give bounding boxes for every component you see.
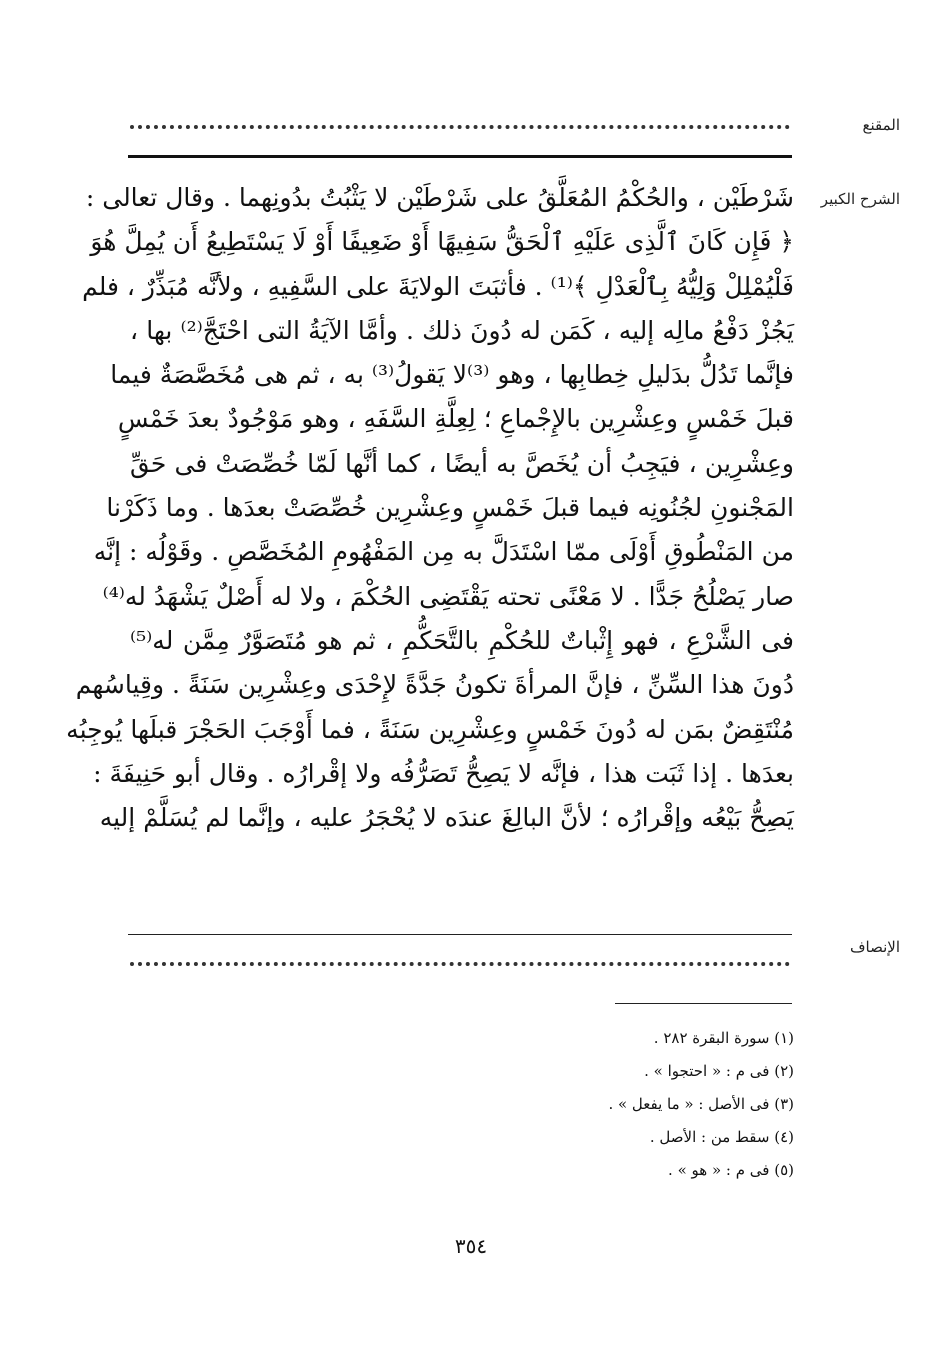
body-line: ﴿ فَإِن كَانَ ٱلَّذِى عَلَيْهِ ٱلْحَقُّ سَفِيهًا أَوْ ضَعِيفًا أَوْ لَا يَسْتَطِيعُ أَن يُمِلَّ هُوَ [90, 227, 794, 257]
footnote-item: (٣) فى الأصل : « ما يفعل » . [608, 1095, 794, 1113]
body-line: فى الشَّرْعِ ، فهو إِثْباتٌ للحُكْمِ بالتَّحَكُّمِ ، ثم هو مُتَصَوَّرٌ مِمَّن له⁽⁵⁾ [130, 625, 794, 655]
page-number: ٣٥٤ [454, 1234, 488, 1258]
header-dotted-leader [130, 125, 790, 129]
body-line: وعِشْرِين ، فيَجِبُ أن يُخَصَّ به أيضًا ، كما أنَّها لَمّا خُصِّصَتْ فى حَقِّ [130, 448, 794, 478]
body-line: يَجُزْ دَفْعُ مالِه إليه ، كَمَن له دُونَ ذلك . وأمَّا الآيَةُ التى احْتَجَّ⁽²⁾ بها ، [130, 315, 795, 345]
insaf-dotted-leader [130, 962, 790, 966]
body-line: فَلْيُمْلِلْ وَلِيُّهُ بِٱلْعَدْلِ ﴾⁽¹⁾ . فأثبَتَ الولايَةَ على السَّفِيهِ ، ولأنَّه مُبَذِّرٌ ، فلم [82, 271, 794, 301]
body-line: قبلَ خَمْسٍ وعِشْرِين بالإِجْماعِ ؛ لِعِلَّةِ السَّفَهِ ، وهو مَوْجُودٌ بعدَ خَمْسٍ [117, 404, 794, 434]
body-line: من المَنْطُوقِ أَوْلَى ممّا اسْتَدَلَّ به مِن المَفْهُومِ المُخَصَّصِ . وقَوْلُه : إنَّه [93, 537, 794, 567]
header-label-muqni: المقنع [862, 116, 900, 134]
footnotes [374, 1022, 794, 1187]
sidebar-label-insaf: الإنصاف [849, 938, 900, 956]
footnote-item: (٤) سقط من : الأصل . [649, 1128, 794, 1146]
body-line: صار يَصْلُحُ جَدًّا . لا مَعْنًى تحته يَقْتَضِى الحُكْمَ ، ولا له أَصْلٌ يَشْهَدُ له⁽⁴⁾ [102, 581, 794, 611]
sidebar-label-sharh: الشرح الكبير [820, 190, 900, 208]
header-thick-rule [128, 155, 792, 158]
body-line: يَصِحُّ بَيْعُه وإقْرارُه ؛ لأنَّ البالِغَ عندَه لا يُحْجَرُ عليه ، وإنَّما لم يُسَلَّمْ إليه [99, 803, 794, 833]
footnote-separator [615, 1003, 792, 1004]
body-line: بعدَها . إذا ثَبَت هذا ، فإنَّه لا يَصِحُّ تَصَرُّفُه ولا إقْرارُه . وقال أبو حَنِيفَةَ : [93, 758, 794, 788]
insaf-thin-rule [128, 934, 792, 935]
body-line: دُونَ هذا السِّنِّ ، فإنَّ المرأةَ تكونُ جَدَّةً لإِحْدَى وعِشْرِين سَنَةً . وقِياسُهم [75, 670, 794, 700]
body-line: فإنَّما تَدُلُّ بدَليلِ خِطابِها ، وهو ⁽³⁾لا يَقولُ⁽³⁾ به ، ثم هى مُخَصَّصَةٌ فيما [110, 360, 794, 390]
body-line: المَجْنونِ لجُنُونِه فيما قبلَ خَمْسٍ وعِشْرِين خُصِّصَتْ بعدَها . وما ذَكَرْنا [106, 493, 794, 523]
main-body-text [66, 176, 795, 840]
footnote-item: (٥) فى م : « هو » . [668, 1161, 794, 1179]
footnote-item: (١) سورة البقرة ٢٨٢ . [653, 1029, 794, 1047]
body-line: شَرْطَيْن ، والحُكْمُ المُعَلَّقُ على شَرْطَيْن لا يَثْبُتُ بدُونِهما . وقال تعالى : [85, 183, 794, 212]
body-line: مُنْتَقِضٌ بمَن له دُونَ خَمْسٍ وعِشْرِين سَنَةً ، فما أَوْجَبَ الحَجْرَ قبلَها يُوجِبُه [66, 714, 794, 744]
footnote-item: (٢) فى م : « احتجوا » . [644, 1062, 794, 1080]
